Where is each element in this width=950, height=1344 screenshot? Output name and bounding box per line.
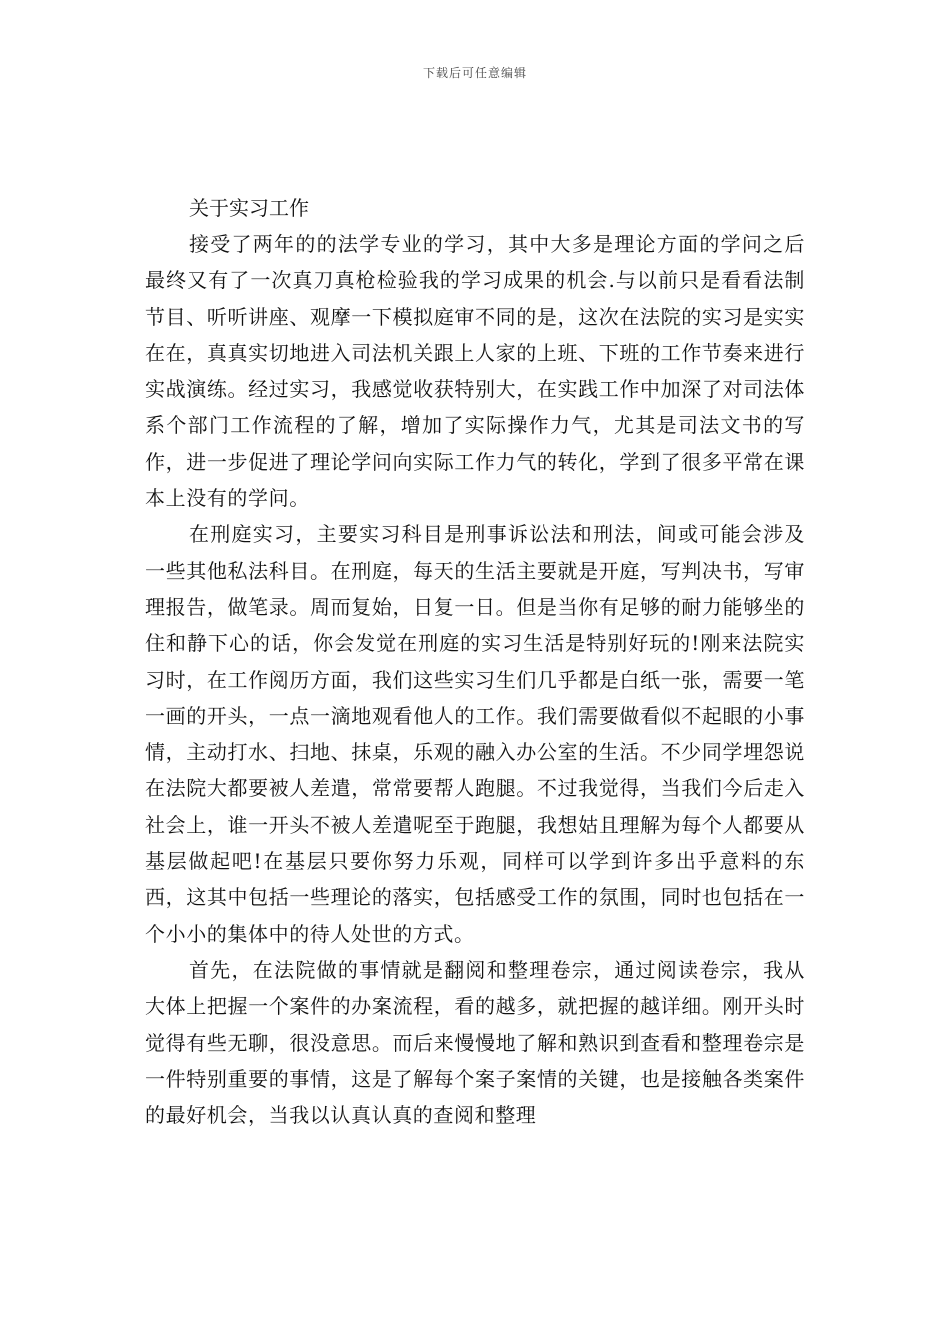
paragraph-2: 在刑庭实习，主要实习科目是刑事诉讼法和刑法，间或可能会涉及一些其他私法科目。在刑庭，每天的生活主要就是开庭，写判决书，写审理报告，做笔录。周而复始，日复一日。但是当你有足够的耐力能够坐的住和静下心的话，你会发觉在刑庭的实习生活是特别好玩的!刚来法院实习时，在工作阅历方面，我们这些实习生们几乎都是白纸一张，需要一笔一画的开头，一点一滴地观看他人的工作。我们需要做看似不起眼的小事情，主动打水、扫地、抹桌，乐观的融入办公室的生活。不少同学埋怨说在法院大都要被人差遣，常常要帮人跑腿。不过我觉得，当我们今后走入社会上，谁一开头不被人差遣呢至于跑腿，我想姑且理解为每个人都要从基层做起吧!在基层只要你努力乐观，同样可以学到许多出乎意料的东西，这其中包括一些理论的落实，包括感受工作的氛围，同时也包括在一个小小的集体中的待人处世的方式。 bbox=[145, 522, 805, 946]
document-title: 关于实习工作 bbox=[189, 196, 309, 220]
document-body bbox=[145, 190, 805, 1133]
page-header: 下载后可任意编辑 bbox=[422, 66, 527, 80]
paragraph-1: 接受了两年的的法学专业的学习，其中大多是理论方面的学问之后最终又有了一次真刀真枪检验我的学习成果的机会.与以前只是看看法制节目、听听讲座、观摩一下模拟庭审不同的是，这次在法院的实习是实实在在，真真实切地进入司法机关跟上人家的上班、下班的工作节奏来进行实战演练。经过实习，我感觉收获特别大，在实践工作中加深了对司法体系个部门工作流程的了解，增加了实际操作力气，尤其是司法文书的写作，进一步促进了理论学问向实际工作力气的转化，学到了很多平常在课本上没有的学问。 bbox=[145, 232, 805, 511]
paragraph-3: 首先，在法院做的事情就是翻阅和整理卷宗，通过阅读卷宗，我从大体上把握一个案件的办案流程，看的越多，就把握的越详细。刚开头时觉得有些无聊，很没意思。而后来慢慢地了解和熟识到查看和整理卷宗是一件特别重要的事情，这是了解每个案子案情的关键，也是接触各类案件的最好机会，当我以认真认真的查阅和整理 bbox=[145, 957, 805, 1128]
